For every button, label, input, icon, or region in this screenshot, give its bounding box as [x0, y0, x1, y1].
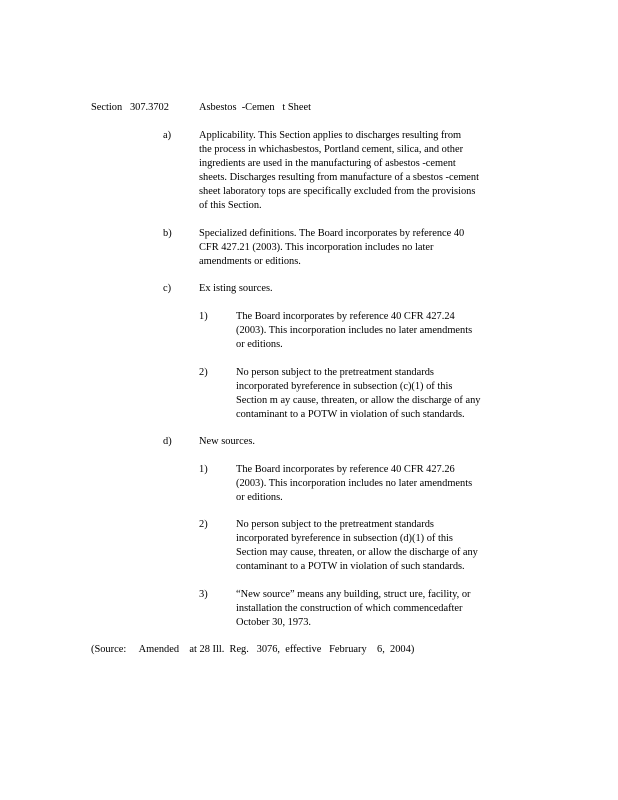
subitem-text-d2: No person subject to the pretreatment standards incorporated byreference in subsection (d)(1) of this Section may cause, threaten, or allow the discharge of any contaminant to a POTW in violation of such standards. — [236, 519, 478, 572]
subitem-label-d1: 1) — [199, 464, 208, 475]
subitem-text-c2: No person subject to the pretreatment standards incorporated byreference in subsection (c)(1) of this Section m ay cause, threaten, or allow the discharge of any contaminant to a POTW in violation of such standards. — [236, 367, 481, 420]
section-number: Section 307.3702 — [91, 102, 169, 113]
item-text-specialized-definitions: Specialized definitions. The Board incorporates by reference 40 CFR 427.21 (2003). This incorporation includes no later amendments or editions. — [199, 228, 465, 267]
item-text-existing-sources: Ex isting sources. — [199, 283, 273, 294]
subitem-text-d1: The Board incorporates by reference 40 CFR 427.26 (2003). This incorporation includes no later amendments or editions. — [236, 464, 473, 503]
source-note: (Source: Amended at 28 Ill. Reg. 3076, effective February 6, 2004) — [91, 644, 415, 655]
subitem-label-d3: 3) — [199, 589, 208, 600]
subitem-label-c2: 2) — [199, 367, 208, 378]
item-label-a: a) — [163, 130, 172, 141]
section-title: Asbestos -Cemen t Sheet — [199, 102, 311, 113]
subitem-label-c1: 1) — [199, 311, 208, 322]
item-label-d: d) — [163, 436, 172, 447]
item-text-applicability: Applicability. This Section applies to discharges resulting from the process in whichasbestos, Portland cement, silica, and other ingredients are used in the manufacturing of asbestos -cement sheets. Discharges resulting from manufacture of a sbestos -cement sheet laboratory tops are specifically excluded from the provisions of this Section. — [199, 130, 479, 211]
item-text-new-sources: New sources. — [199, 436, 255, 447]
item-label-c: c) — [163, 283, 172, 294]
subitem-text-c1: The Board incorporates by reference 40 CFR 427.24 (2003). This incorporation includes no later amendments or editions. — [236, 311, 473, 350]
subitem-label-d2: 2) — [199, 519, 208, 530]
item-label-b: b) — [163, 228, 172, 239]
subitem-text-d3: “New source” means any building, struct ure, facility, or installation the construction of which commencedafter October 30, 1973. — [236, 589, 471, 628]
